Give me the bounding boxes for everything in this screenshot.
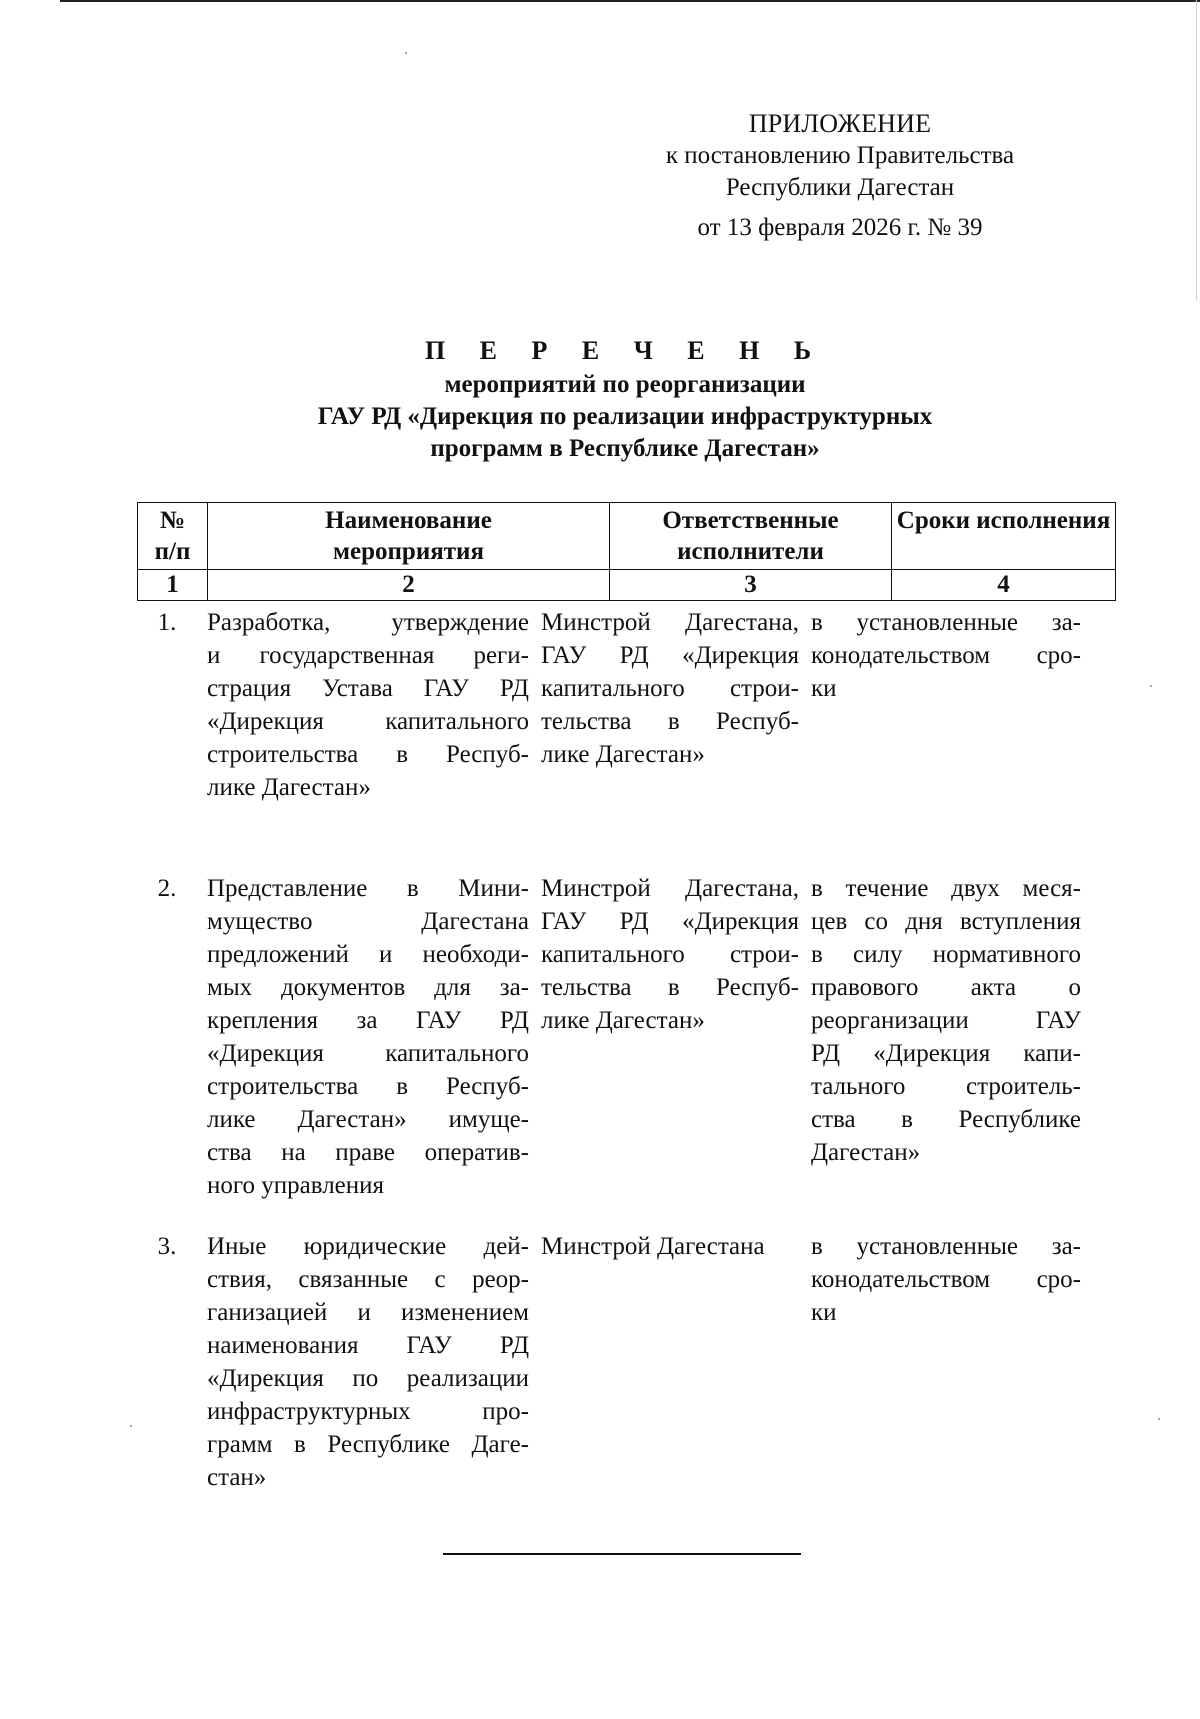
execution-deadline-line: ки <box>811 675 837 702</box>
table-row <box>137 606 1115 804</box>
table-row <box>137 872 1115 1202</box>
execution-deadline-line: в течение двух меся- <box>811 875 1081 902</box>
execution-deadline-line: в силу нормативного <box>811 941 1081 968</box>
responsible-executors-line: лике Дагестан» <box>541 741 705 768</box>
table-header <box>137 502 1116 601</box>
appendix-heading: ПРИЛОЖЕНИЕ <box>748 109 932 138</box>
table-row <box>137 1230 1115 1494</box>
activity-name-line: наименования ГАУ РД <box>207 1332 529 1359</box>
scan-speck <box>1150 685 1152 687</box>
column-number: 1 <box>138 570 208 601</box>
responsible-executors-line: тельства в Респуб- <box>541 974 799 1001</box>
responsible-executors-line: Минстрой Дагестана, <box>541 609 799 636</box>
title-line-1: мероприятий по реорганизации <box>444 371 806 398</box>
execution-deadline <box>799 606 1081 804</box>
row-number: 2. <box>157 875 177 902</box>
activity-name-line: и государственная реги- <box>207 642 529 669</box>
execution-deadline-line: тального строитель- <box>811 1073 1081 1100</box>
activity-name-line: лике Дагестан» <box>207 774 371 801</box>
scan-speck <box>405 52 407 54</box>
activity-name-line: Представление в Мини- <box>207 875 529 902</box>
header-number: № п/п <box>138 503 208 570</box>
execution-deadline-line: в установленные за- <box>811 609 1081 636</box>
responsible-executors-line: ГАУ РД «Дирекция <box>541 642 799 669</box>
title-word: П Е Р Е Ч Е Н Ь <box>424 336 826 365</box>
execution-deadline-line: ства в Республике <box>811 1106 1081 1133</box>
activity-name-line: «Дирекция капитального <box>207 708 529 735</box>
activity-name-line: Разработка, утверждение <box>207 609 529 636</box>
activity-name-line: «Дирекция капитального <box>207 1040 529 1067</box>
activity-name-line: ного управления <box>207 1172 385 1199</box>
responsible-executors-line: Минстрой Дагестана <box>541 1233 765 1260</box>
activity-name-line: ства на праве оператив- <box>207 1139 529 1166</box>
execution-deadline-line: Дагестан» <box>811 1139 921 1166</box>
activity-name-line: страция Устава ГАУ РД <box>207 675 529 702</box>
activity-name <box>207 606 529 804</box>
responsible-executors-line: лике Дагестан» <box>541 1007 705 1034</box>
responsible-executors-line: капитального строи- <box>541 941 799 968</box>
document-title <box>100 335 1150 465</box>
header-name: Наименование мероприятия <box>208 503 610 570</box>
execution-deadline-line: ки <box>811 1299 837 1326</box>
activity-name-line: инфраструктурных про- <box>207 1398 529 1425</box>
responsible-executors <box>529 606 799 804</box>
execution-deadline-line: конодательством сро- <box>811 1266 1081 1293</box>
row-number: 1. <box>157 609 177 636</box>
column-number: 2 <box>208 570 610 601</box>
top-border-line <box>60 0 1200 2</box>
responsible-executors-line: капитального строи- <box>541 675 799 702</box>
activity-name-line: мых документов для за- <box>207 974 529 1001</box>
activity-name-line: грамм в Республике Даге- <box>207 1431 529 1458</box>
right-scan-edge <box>1196 0 1197 300</box>
execution-deadline-line: цев со дня вступления <box>811 908 1081 935</box>
responsible-executors-line: Минстрой Дагестана, <box>541 875 799 902</box>
header-executors: Ответственные исполнители <box>610 503 892 570</box>
activity-name-line: «Дирекция по реализации <box>207 1365 529 1392</box>
activity-name <box>207 872 529 1202</box>
execution-deadline <box>799 872 1081 1202</box>
activity-name-line: строительства в Респуб- <box>207 1073 529 1100</box>
responsible-executors-line: ГАУ РД «Дирекция <box>541 908 799 935</box>
column-number-row <box>138 570 1116 601</box>
column-number: 4 <box>892 570 1116 601</box>
execution-deadline-line: реорганизации ГАУ <box>811 1007 1081 1034</box>
activity-name-line: предложений и необходи- <box>207 941 529 968</box>
appendix-date: от 13 февраля 2026 г. № 39 <box>697 214 983 241</box>
appendix-line-1: к постановлению Правительства <box>665 142 1015 169</box>
row-number: 3. <box>157 1233 177 1260</box>
activity-name-line: ганизацией и изменением <box>207 1299 529 1326</box>
column-number: 3 <box>610 570 892 601</box>
activity-name-line: Иные юридические дей- <box>207 1233 529 1260</box>
header-row <box>138 503 1116 570</box>
activity-name-line: ствия, связанные с реор- <box>207 1266 529 1293</box>
activity-name-line: стан» <box>207 1464 267 1491</box>
appendix-block <box>640 108 1040 244</box>
title-line-2: ГАУ РД «Дирекция по реализации инфраструктурных <box>317 403 933 430</box>
execution-deadline-line: РД «Дирекция капи- <box>811 1040 1081 1067</box>
appendix-line-2: Республики Дагестан <box>725 174 955 201</box>
scan-speck <box>1158 1418 1160 1420</box>
execution-deadline-line: в установленные за- <box>811 1233 1081 1260</box>
responsible-executors-line: тельства в Респуб- <box>541 708 799 735</box>
activity-name-line: лике Дагестан» имуще- <box>207 1106 529 1133</box>
activity-name-line: крепления за ГАУ РД <box>207 1007 529 1034</box>
scan-speck <box>130 1425 132 1427</box>
execution-deadline-line: правового акта о <box>811 974 1081 1001</box>
activity-name-line: мущество Дагестана <box>207 908 529 935</box>
title-line-3: программ в Республике Дагестан» <box>430 435 820 462</box>
responsible-executors <box>529 872 799 1202</box>
execution-deadline <box>799 1230 1081 1494</box>
end-rule <box>443 1553 801 1555</box>
header-deadlines: Сроки исполнения <box>892 503 1116 570</box>
responsible-executors <box>529 1230 799 1494</box>
activity-name <box>207 1230 529 1494</box>
execution-deadline-line: конодательством сро- <box>811 642 1081 669</box>
activity-name-line: строительства в Респуб- <box>207 741 529 768</box>
